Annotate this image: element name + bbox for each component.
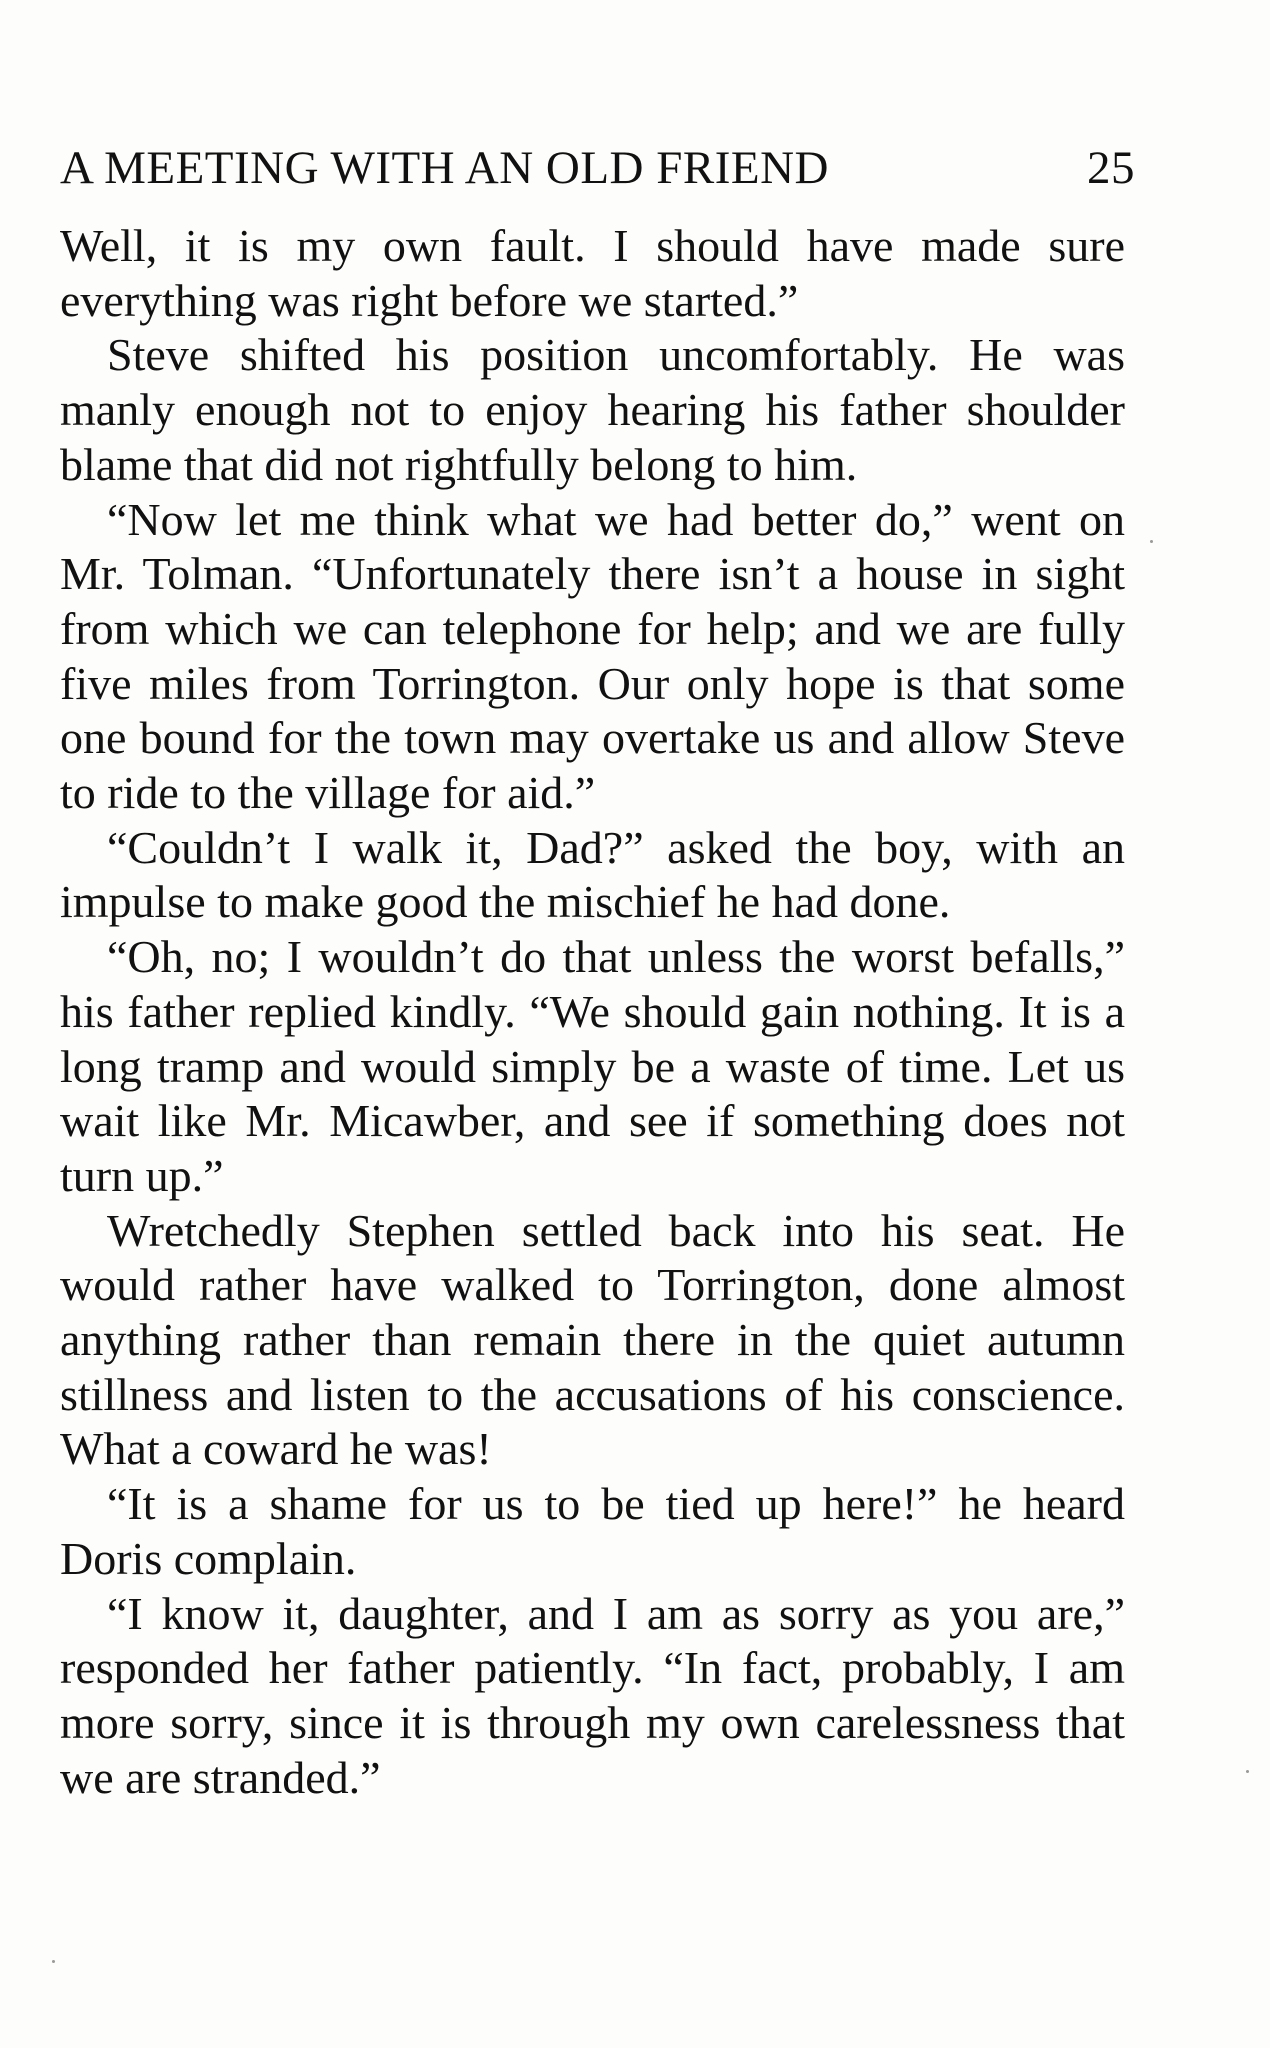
- paragraph: “Oh, no; I wouldn’t do that unless the worst befalls,” his father replied kindly. “We should gain nothing. It is a long tramp and would simply be a waste of time. Let us wait like Mr. Micawber, and see if something does not turn up.”: [60, 931, 1125, 1201]
- paragraph: “Now let me think what we had better do,” went on Mr. Tolman. “Unfortunately there isn’t a house in sight from which we can telephone for help; and we are fully five miles from Torrington. Our only hope is that some one bound for the town may overtake us and allow Steve to ride to the village for aid.”: [60, 493, 1125, 819]
- paper-speck: [1150, 540, 1153, 543]
- running-header: [60, 138, 1135, 198]
- paragraph: “It is a shame for us to be tied up here!” he heard Doris complain.: [60, 1478, 1125, 1584]
- page-number: 25: [1087, 142, 1135, 194]
- paper-speck: [1246, 1770, 1249, 1773]
- paragraph: “I know it, daughter, and I am as sorry as you are,” responded her father patiently. “In fact, probably, I am more sorry, since it is through my own carelessness that we are stranded.”: [60, 1587, 1125, 1803]
- body-text: [60, 219, 1125, 1805]
- paragraph: Wretchedly Stephen settled back into his seat. He would rather have walked to Torrington, done almost anything rather than remain there in the quiet autumn stillness and listen to the accusations of his conscience. What a coward he was!: [60, 1204, 1125, 1475]
- running-title: A MEETING WITH AN OLD FRIEND: [60, 142, 829, 194]
- paper-speck: [52, 1960, 55, 1963]
- paragraph: “Couldn’t I walk it, Dad?” asked the boy, with an impulse to make good the mischief he had done.: [60, 821, 1125, 928]
- paragraph: Steve shifted his position uncomfortably. He was manly enough not to enjoy hearing his father shoulder blame that did not rightfully belong to him.: [60, 329, 1125, 490]
- paragraph-continued: Well, it is my own fault. I should have made sure everything was right before we started.”: [60, 220, 1125, 326]
